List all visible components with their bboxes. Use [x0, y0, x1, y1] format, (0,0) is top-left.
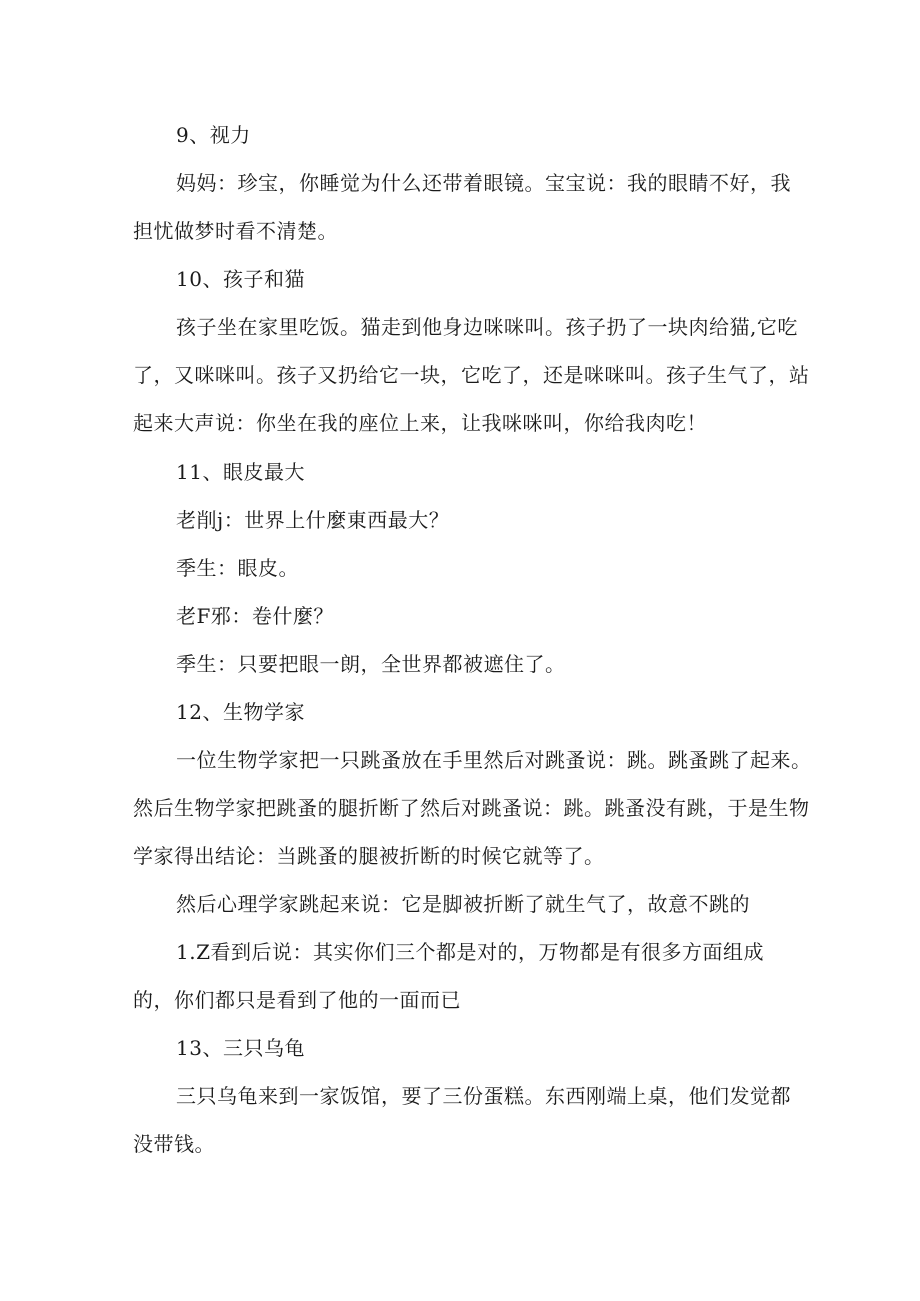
- dialogue-line: 老削j：世界上什麼東西最大？: [176, 508, 450, 532]
- dialogue-line: 老F邪：卷什麼？: [176, 604, 334, 628]
- paragraph-line: 三只乌龟来到一家饭馆，要了三份蛋糕。东西刚端上桌，他们发觉都: [176, 1084, 791, 1108]
- paragraph-line: 一位生物学家把一只跳蚤放在手里然后对跳蚤说：跳。跳蚤跳了起来。: [176, 748, 812, 772]
- paragraph-line: 起来大声说：你坐在我的座位上来，让我咪咪叫，你给我肉吃！: [133, 411, 707, 435]
- paragraph-line: 担忧做梦时看不清楚。: [133, 219, 338, 243]
- paragraph-line: 然后生物学家把跳蚤的腿折断了然后对跳蚤说：跳。跳蚤没有跳，于是生物: [133, 796, 810, 820]
- dialogue-line: 季生：眼皮。: [176, 556, 299, 580]
- paragraph-line: 妈妈：珍宝，你睡觉为什么还带着眼镜。宝宝说：我的眼睛不好，我: [176, 171, 791, 195]
- paragraph-line: 的，你们都只是看到了他的一面而已: [133, 988, 461, 1012]
- heading-eyelid-biggest: 11、眼皮最大: [176, 460, 305, 484]
- paragraph-line: 1.Z看到后说：其实你们三个都是对的，万物都是有很多方面组成: [176, 940, 764, 964]
- paragraph-line: 没带钱。: [133, 1132, 215, 1156]
- paragraph-line: 学家得出结论：当跳蚤的腿被折断的时候它就等了。: [133, 844, 605, 868]
- heading-biologist: 12、生物学家: [176, 700, 305, 724]
- heading-vision: 9、视力: [176, 123, 251, 147]
- paragraph-line: 然后心理学家跳起来说：它是脚被折断了就生气了，故意不跳的: [176, 892, 750, 916]
- paragraph-line: 孩子坐在家里吃饭。猫走到他身边咪咪叫。孩子扔了一块肉给猫,它吃: [176, 315, 798, 339]
- heading-child-and-cat: 10、孩子和猫: [176, 267, 305, 291]
- heading-three-turtles: 13、三只乌龟: [176, 1036, 305, 1060]
- dialogue-line: 季生：只要把眼一朗，全世界都被遮住了。: [176, 652, 566, 676]
- paragraph-line: 了，又咪咪叫。孩子又扔给它一块，它吃了，还是咪咪叫。孩子生气了，站: [133, 363, 810, 387]
